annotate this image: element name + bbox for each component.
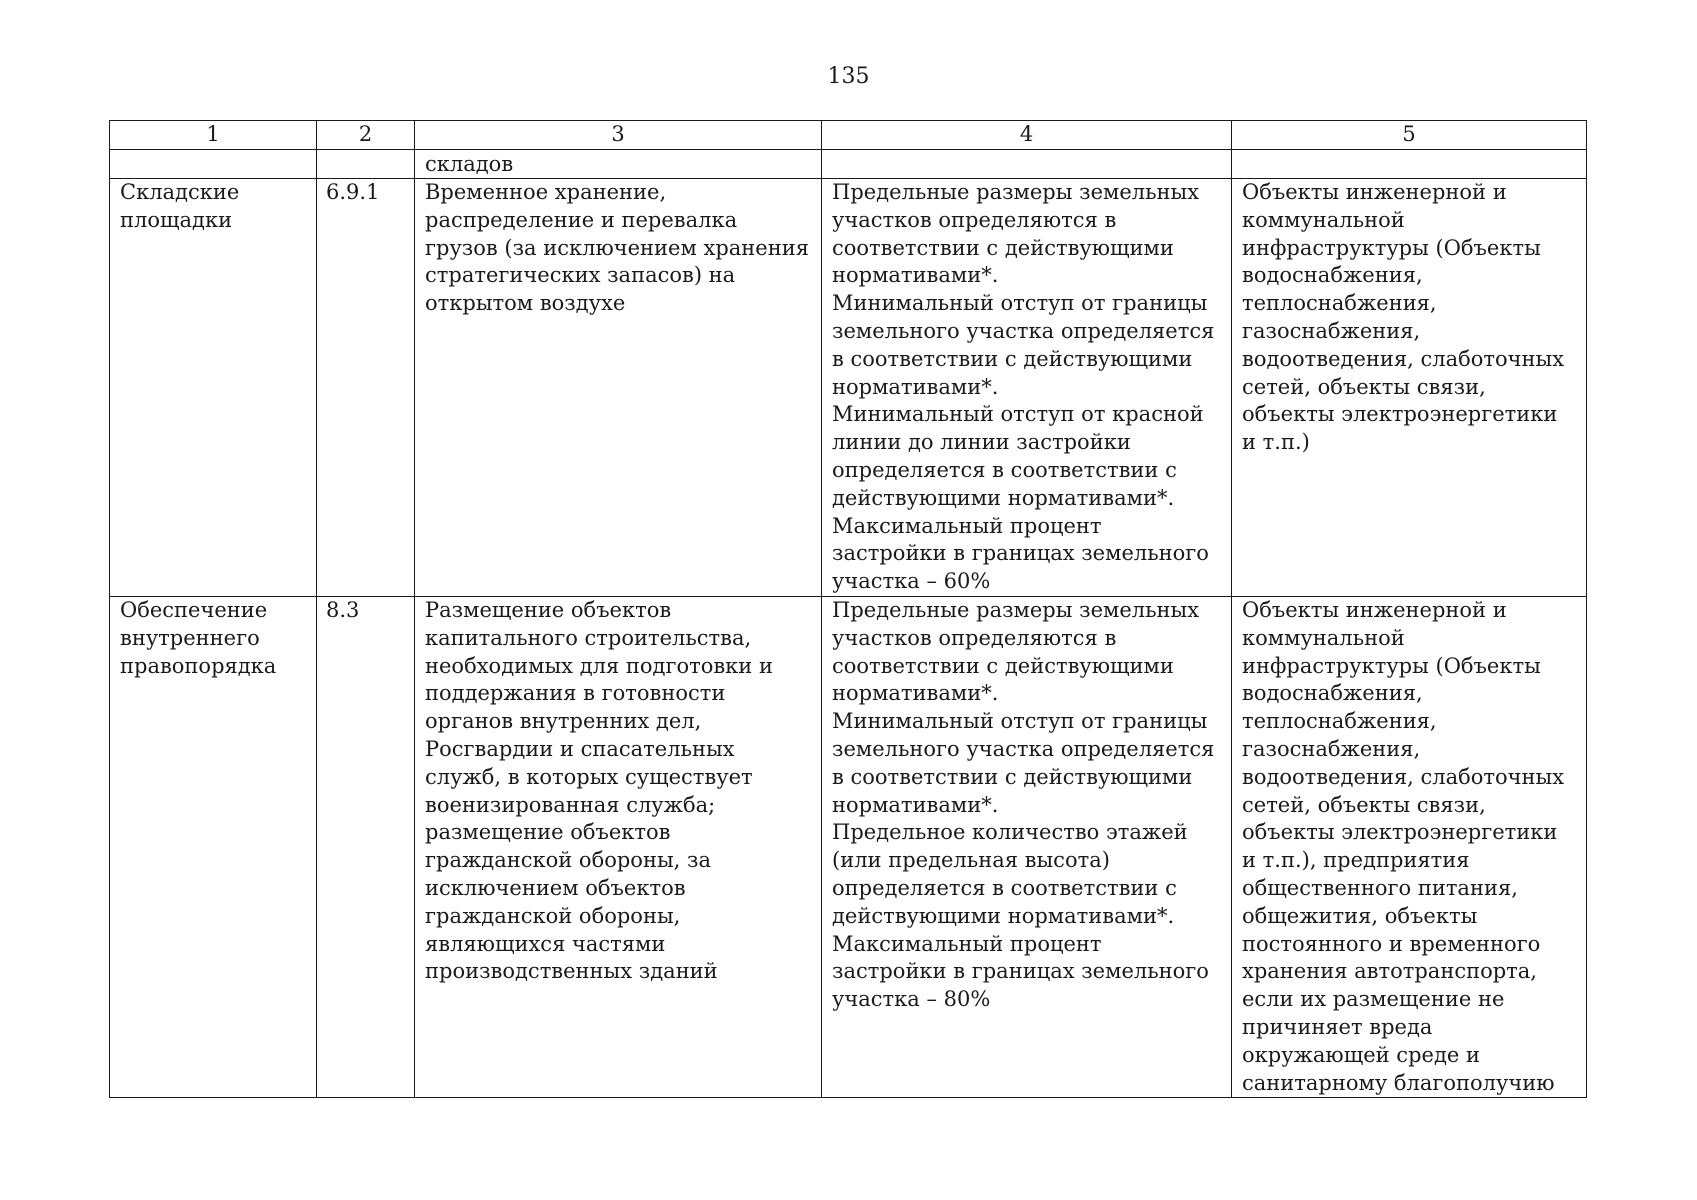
parameter-text: Минимальный отступ от границы земельного участка определяется в соответствии с действующими нормативами*. <box>832 291 1215 399</box>
continuation-cell-5 <box>1232 150 1587 179</box>
parameters-cell <box>822 596 1232 1097</box>
table-row <box>110 179 1587 597</box>
continuation-row <box>110 150 1587 179</box>
parameter-text: Минимальный отступ от красной линии до линии застройки определяется в соответствии с действующими нормативами*. <box>832 402 1204 510</box>
continuation-cell-1 <box>110 150 317 179</box>
parameter-text: Минимальный отступ от границы земельного участка определяется в соответствии с действующими нормативами*. <box>832 709 1215 817</box>
header-col-2: 2 <box>317 121 415 150</box>
auxiliary-uses-cell: Объекты инженерной и коммунальной инфраструктуры (Объекты водоснабжения, теплоснабжения, газоснабжения, водоотведения, слаботочных сетей, объекты связи, объекты электроэнергетики и т.п.) <box>1232 179 1587 597</box>
use-description-cell: Временное хранение, распределение и перевалка грузов (за исключением хранения стратегических запасов) на открытом воздухе <box>415 179 822 597</box>
description-text: Размещение объектов капитального строительства, необходимых для подготовки и поддержания в готовности органов внутренних дел, Росгвардии и спасательных служб, в которых существует военизированная служба; <box>425 597 773 817</box>
continuation-cell-3: складов <box>415 150 822 179</box>
parameter-text: Максимальный процент застройки в границах земельного участка – 80% <box>832 931 1209 1012</box>
header-col-4: 4 <box>822 121 1232 150</box>
continuation-cell-2 <box>317 150 415 179</box>
description-text: размещение объектов гражданской обороны, за исключением объектов гражданской обороны, являющихся частями производственных зданий <box>425 820 718 984</box>
header-row <box>110 121 1587 150</box>
parameter-text: Предельные размеры земельных участков определяются в соответствии с действующими нормативами*. <box>832 180 1200 288</box>
parameter-text: Максимальный процент застройки в границах земельного участка – 60% <box>832 513 1209 594</box>
parameter-text: Предельное количество этажей (или предельная высота) определяется в соответствии с действующими нормативами*. <box>832 820 1188 928</box>
use-code-cell: 6.9.1 <box>317 179 415 597</box>
auxiliary-uses-cell: Объекты инженерной и коммунальной инфраструктуры (Объекты водоснабжения, теплоснабжения, газоснабжения, водоотведения, слаботочных сетей, объекты связи, объекты электроэнергетики и т.п.), предприятия общественного питания, общежития, объекты постоянного и временного хранения автотранспорта, если их размещение не причиняет вреда окружающей среде и санитарному благополучию <box>1232 596 1587 1097</box>
use-name-cell: Складские площадки <box>110 179 317 597</box>
use-description-cell <box>415 596 822 1097</box>
parameters-cell <box>822 179 1232 597</box>
continuation-cell-4 <box>822 150 1232 179</box>
zoning-table <box>109 120 1587 1098</box>
header-col-3: 3 <box>415 121 822 150</box>
use-code-cell: 8.3 <box>317 596 415 1097</box>
header-col-1: 1 <box>110 121 317 150</box>
page-number: 135 <box>827 64 870 89</box>
header-col-5: 5 <box>1232 121 1587 150</box>
table-row <box>110 596 1587 1097</box>
parameter-text: Предельные размеры земельных участков определяются в соответствии с действующими нормативами*. <box>832 597 1200 706</box>
use-name-cell: Обеспечение внутреннего правопорядка <box>110 596 317 1097</box>
